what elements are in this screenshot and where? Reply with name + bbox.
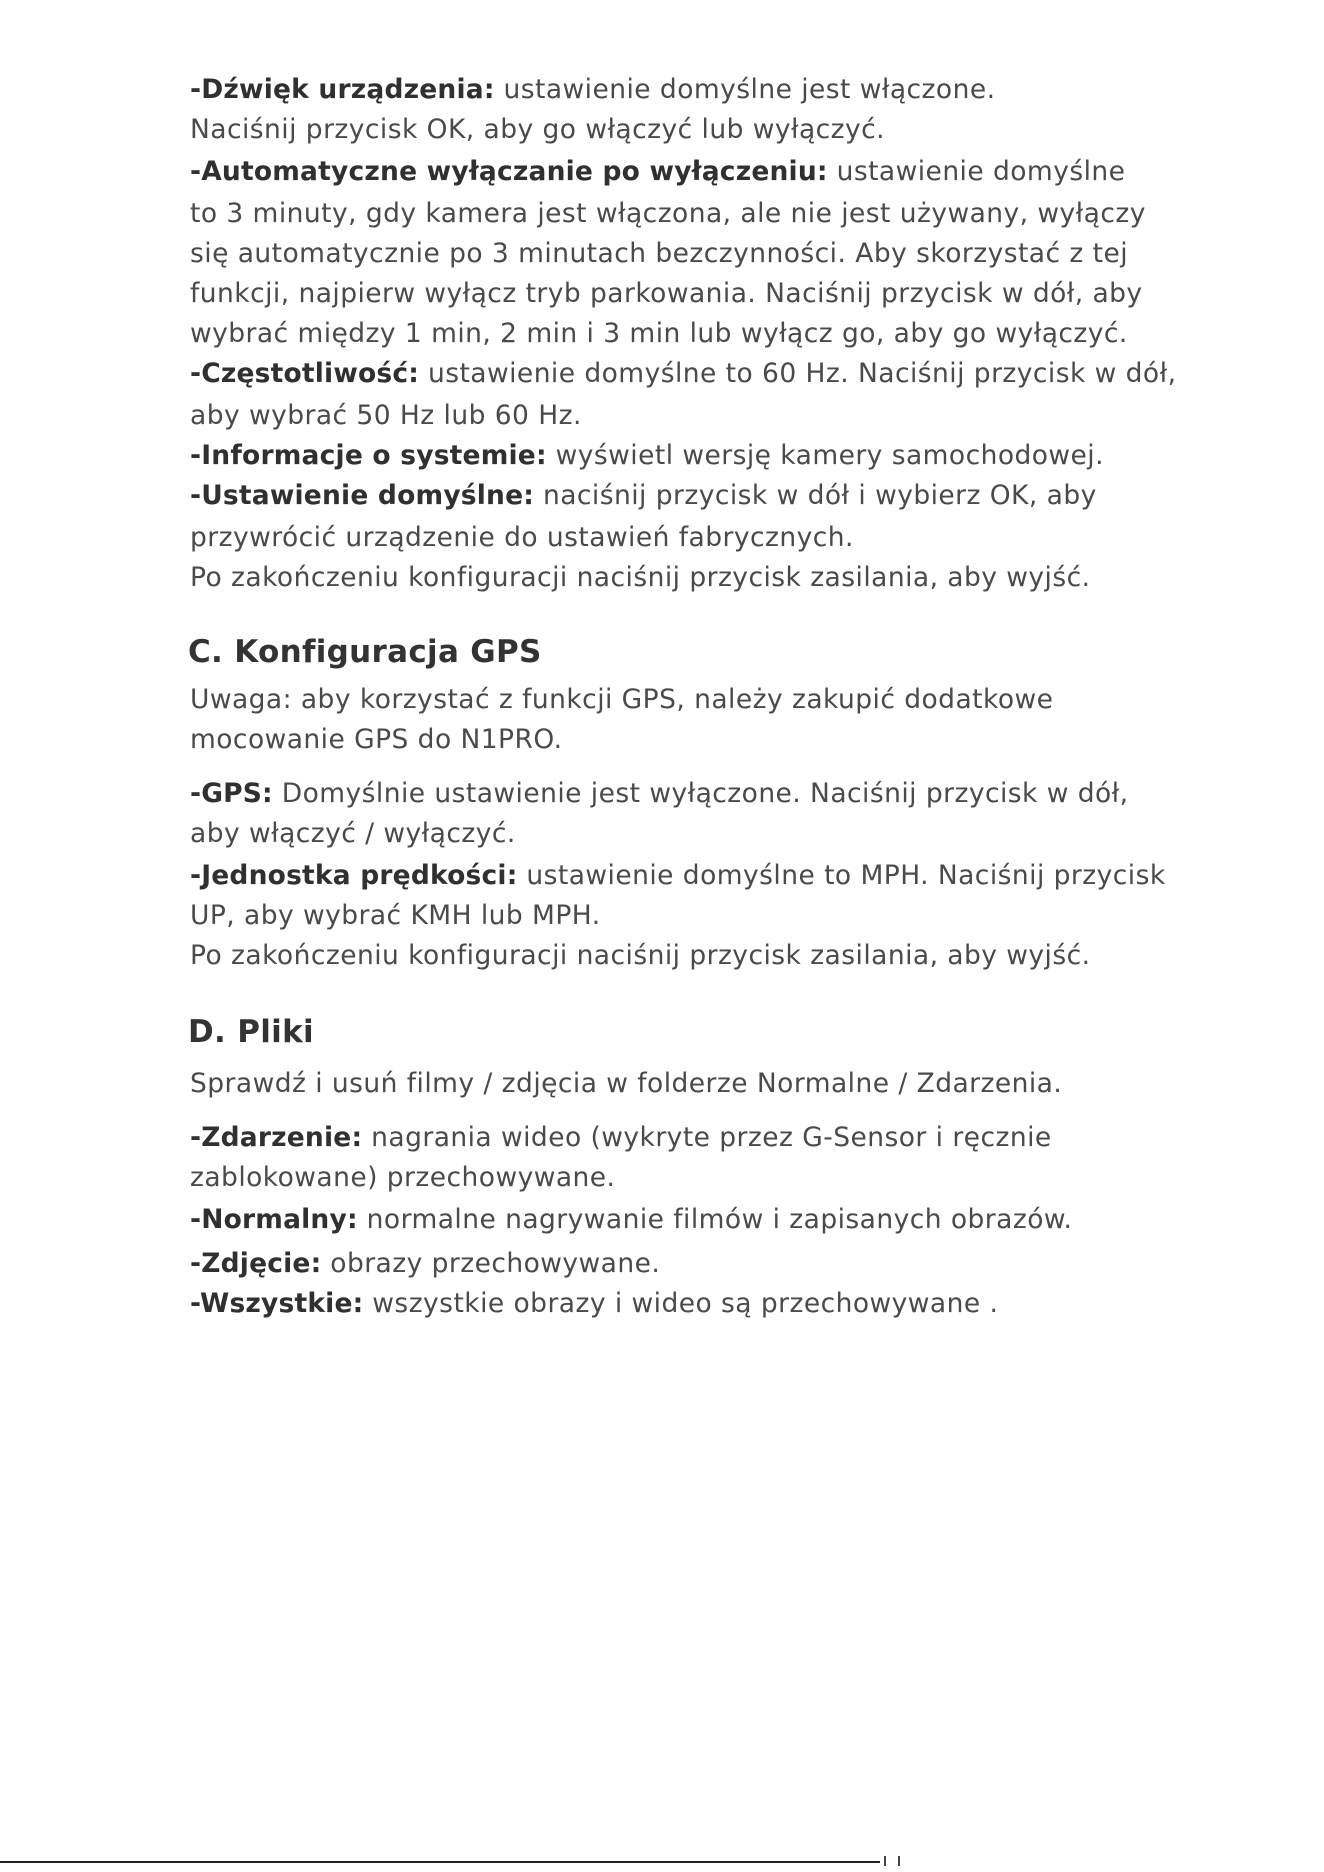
default-settings-line: [190, 478, 1210, 514]
system-info-line: [190, 438, 1210, 474]
gps-line-2: aby włączyć / wyłączyć.: [190, 818, 516, 849]
event-text: nagrania wideo (wykryte przez G-Sensor i ręcznie: [362, 1122, 1052, 1153]
footer-mark: [884, 1856, 900, 1866]
device-sound-label: -Dźwięk urządzenia:: [190, 74, 495, 105]
settings-exit-line: Po zakończeniu konfiguracji naciśnij przycisk zasilania, aby wyjść.: [190, 562, 1091, 593]
normal-line: [190, 1202, 1210, 1238]
gps-note-line-1: Uwaga: aby korzystać z funkcji GPS, należy zakupić dodatkowe: [190, 684, 1054, 715]
gps-text: Domyślnie ustawienie jest wyłączone. Naciśnij przycisk w dół,: [272, 778, 1129, 809]
all-line: [190, 1286, 1210, 1322]
gps-exit-line: Po zakończeniu konfiguracji naciśnij przycisk zasilania, aby wyjść.: [190, 940, 1091, 971]
system-info-text: wyświetl wersję kamery samochodowej.: [546, 440, 1104, 471]
auto-off-line-5: wybrać między 1 min, 2 min i 3 min lub wyłącz go, aby go wyłączyć.: [190, 318, 1128, 349]
photo-line: [190, 1246, 1210, 1282]
normal-label: -Normalny:: [190, 1204, 358, 1235]
all-text: wszystkie obrazy i wideo są przechowywane .: [363, 1288, 999, 1319]
event-line: [190, 1120, 1210, 1156]
all-label: -Wszystkie:: [190, 1288, 364, 1319]
device-sound-line-2: Naciśnij przycisk OK, aby go włączyć lub wyłączyć.: [190, 114, 886, 145]
normal-text: normalne nagrywanie filmów i zapisanych obrazów.: [357, 1204, 1073, 1235]
event-line-2: zablokowane) przechowywane.: [190, 1162, 616, 1193]
auto-off-line-2: to 3 minuty, gdy kamera jest włączona, ale nie jest używany, wyłączy: [190, 198, 1146, 229]
event-label: -Zdarzenie:: [190, 1122, 363, 1153]
speed-unit-text: ustawienie domyślne to MPH. Naciśnij przycisk: [517, 860, 1166, 891]
frequency-label: -Częstotliwość:: [190, 358, 420, 389]
device-sound-text: ustawienie domyślne jest włączone.: [494, 74, 996, 105]
gps-note-line-2: mocowanie GPS do N1PRO.: [190, 724, 563, 755]
files-intro: Sprawdź i usuń filmy / zdjęcia w folderze Normalne / Zdarzenia.: [190, 1068, 1063, 1099]
speed-unit-label: -Jednostka prędkości:: [190, 860, 518, 891]
gps-line: [190, 776, 1210, 812]
default-settings-text: naciśnij przycisk w dół i wybierz OK, aby: [534, 480, 1097, 511]
auto-off-text: ustawienie domyślne: [827, 156, 1126, 187]
auto-off-line-3: się automatycznie po 3 minutach bezczynności. Aby skorzystać z tej: [190, 238, 1129, 269]
frequency-line-2: aby wybrać 50 Hz lub 60 Hz.: [190, 400, 582, 431]
files-heading: D. Pliki: [188, 1014, 314, 1050]
speed-unit-line: [190, 858, 1210, 894]
auto-off-line-4: funkcji, najpierw wyłącz tryb parkowania. Naciśnij przycisk w dół, aby: [190, 278, 1143, 309]
gps-heading: C. Konfiguracja GPS: [188, 634, 542, 670]
frequency-line: [190, 356, 1210, 392]
photo-text: obrazy przechowywane.: [321, 1248, 661, 1279]
device-sound-line: [190, 72, 1210, 108]
auto-off-label: -Automatyczne wyłączanie po wyłączeniu:: [190, 156, 828, 187]
speed-unit-line-2: UP, aby wybrać KMH lub MPH.: [190, 900, 601, 931]
default-settings-line-2: przywrócić urządzenie do ustawień fabrycznych.: [190, 522, 854, 553]
frequency-text: ustawienie domyślne to 60 Hz. Naciśnij przycisk w dół,: [419, 358, 1177, 389]
footer-rule: [0, 1861, 880, 1863]
photo-label: -Zdjęcie:: [190, 1248, 322, 1279]
system-info-label: -Informacje o systemie:: [190, 440, 547, 471]
default-settings-label: -Ustawienie domyślne:: [190, 480, 535, 511]
auto-off-line: [190, 154, 1210, 190]
gps-label: -GPS:: [190, 778, 273, 809]
